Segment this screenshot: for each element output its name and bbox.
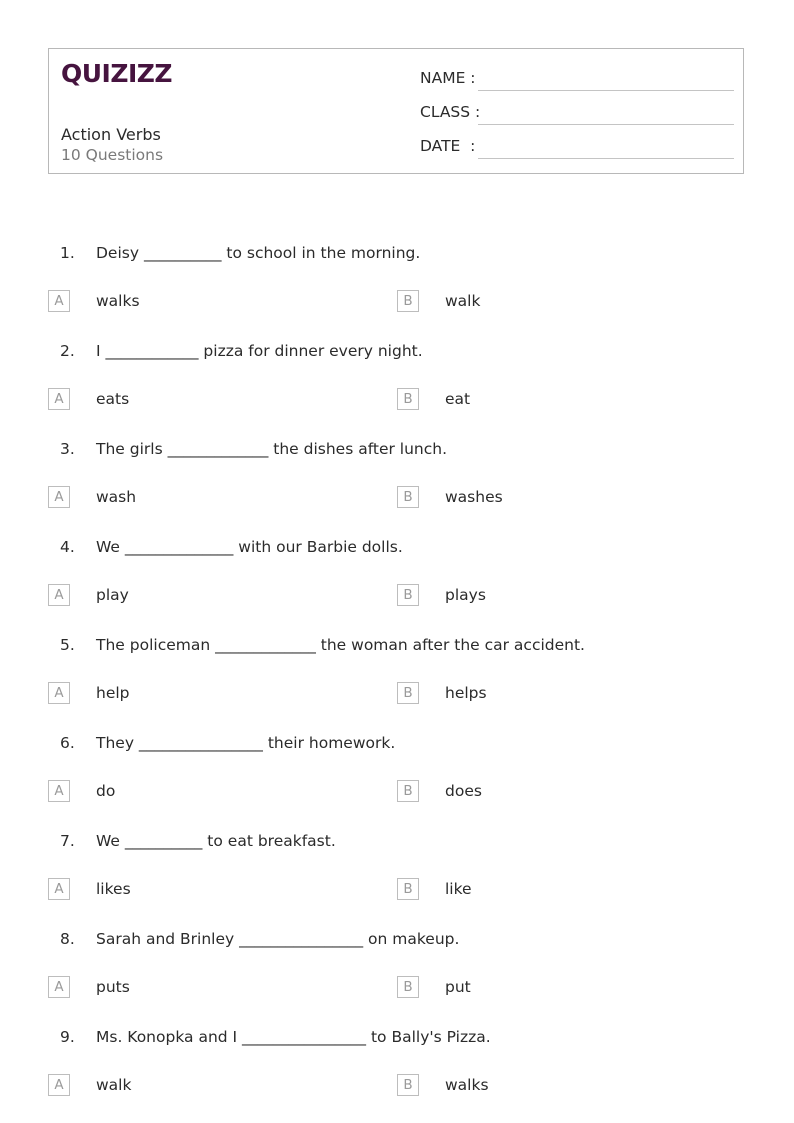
- option-letter-box: A: [48, 878, 70, 900]
- question-3: [0, 436, 794, 464]
- option-a[interactable]: [48, 1073, 348, 1101]
- question-text: Deisy __________ to school in the morning.: [96, 244, 421, 262]
- option-a[interactable]: [48, 779, 348, 807]
- option-text: walks: [445, 1076, 489, 1094]
- option-text: wash: [96, 488, 137, 506]
- option-letter-box: A: [48, 584, 70, 606]
- option-letter-box: A: [48, 682, 70, 704]
- name-line: [478, 90, 734, 91]
- option-text: helps: [445, 684, 487, 702]
- option-text: eats: [96, 390, 130, 408]
- question-text: They ________________ their homework.: [96, 734, 396, 752]
- question-text: We ______________ with our Barbie dolls.: [96, 538, 403, 556]
- date-field: [420, 133, 734, 159]
- quizizz-logo: QUIZIZZ: [61, 59, 173, 88]
- option-b[interactable]: [397, 779, 697, 807]
- option-letter-box: A: [48, 388, 70, 410]
- option-text: walks: [96, 292, 140, 310]
- date-line: [478, 158, 734, 159]
- option-text: does: [445, 782, 482, 800]
- question-2: [0, 338, 794, 366]
- worksheet-title: Action Verbs: [61, 125, 161, 144]
- question-text: We __________ to eat breakfast.: [96, 832, 336, 850]
- option-letter-box: A: [48, 976, 70, 998]
- option-text: do: [96, 782, 116, 800]
- class-label: CLASS :: [420, 103, 481, 121]
- option-text: washes: [445, 488, 503, 506]
- option-a[interactable]: [48, 485, 348, 513]
- question-number: 7.: [60, 832, 75, 850]
- question-4: [0, 534, 794, 562]
- option-letter-box: B: [397, 486, 419, 508]
- question-text: I ____________ pizza for dinner every night.: [96, 342, 423, 360]
- name-field: [420, 65, 734, 91]
- question-number: 4.: [60, 538, 75, 556]
- option-b[interactable]: [397, 877, 697, 905]
- option-letter-box: B: [397, 1074, 419, 1096]
- option-b[interactable]: [397, 975, 697, 1003]
- question-number: 5.: [60, 636, 75, 654]
- question-text: The girls _____________ the dishes after lunch.: [96, 440, 448, 458]
- option-text: walk: [445, 292, 481, 310]
- question-6: [0, 730, 794, 758]
- question-count: 10 Questions: [61, 146, 164, 164]
- worksheet-header: [48, 48, 744, 174]
- class-line: [478, 124, 734, 125]
- question-7: [0, 828, 794, 856]
- option-b[interactable]: [397, 485, 697, 513]
- option-b[interactable]: [397, 289, 697, 317]
- option-letter-box: B: [397, 388, 419, 410]
- question-8: [0, 926, 794, 954]
- option-letter-box: B: [397, 878, 419, 900]
- option-text: walk: [96, 1076, 132, 1094]
- option-text: help: [96, 684, 130, 702]
- class-field: [420, 99, 734, 125]
- date-label: DATE :: [420, 137, 476, 155]
- question-number: 2.: [60, 342, 75, 360]
- option-text: play: [96, 586, 129, 604]
- option-text: puts: [96, 978, 130, 996]
- question-9: [0, 1024, 794, 1052]
- option-letter-box: B: [397, 976, 419, 998]
- question-number: 8.: [60, 930, 75, 948]
- option-b[interactable]: [397, 387, 697, 415]
- option-letter-box: A: [48, 486, 70, 508]
- option-letter-box: A: [48, 1074, 70, 1096]
- option-text: put: [445, 978, 471, 996]
- question-text: The policeman _____________ the woman after the car accident.: [96, 636, 585, 654]
- question-1: [0, 240, 794, 268]
- option-a[interactable]: [48, 975, 348, 1003]
- option-a[interactable]: [48, 387, 348, 415]
- option-b[interactable]: [397, 583, 697, 611]
- option-a[interactable]: [48, 289, 348, 317]
- option-a[interactable]: [48, 877, 348, 905]
- option-text: likes: [96, 880, 131, 898]
- option-text: plays: [445, 586, 486, 604]
- option-letter-box: A: [48, 780, 70, 802]
- question-text: Ms. Konopka and I ________________ to Bally's Pizza.: [96, 1028, 491, 1046]
- name-label: NAME :: [420, 69, 476, 87]
- question-text: Sarah and Brinley ________________ on makeup.: [96, 930, 460, 948]
- option-letter-box: A: [48, 290, 70, 312]
- option-text: like: [445, 880, 472, 898]
- option-a[interactable]: [48, 583, 348, 611]
- option-letter-box: B: [397, 584, 419, 606]
- option-text: eat: [445, 390, 471, 408]
- question-number: 1.: [60, 244, 75, 262]
- option-letter-box: B: [397, 290, 419, 312]
- question-5: [0, 632, 794, 660]
- question-number: 9.: [60, 1028, 75, 1046]
- question-number: 3.: [60, 440, 75, 458]
- option-b[interactable]: [397, 1073, 697, 1101]
- question-number: 6.: [60, 734, 75, 752]
- option-a[interactable]: [48, 681, 348, 709]
- option-b[interactable]: [397, 681, 697, 709]
- option-letter-box: B: [397, 682, 419, 704]
- option-letter-box: B: [397, 780, 419, 802]
